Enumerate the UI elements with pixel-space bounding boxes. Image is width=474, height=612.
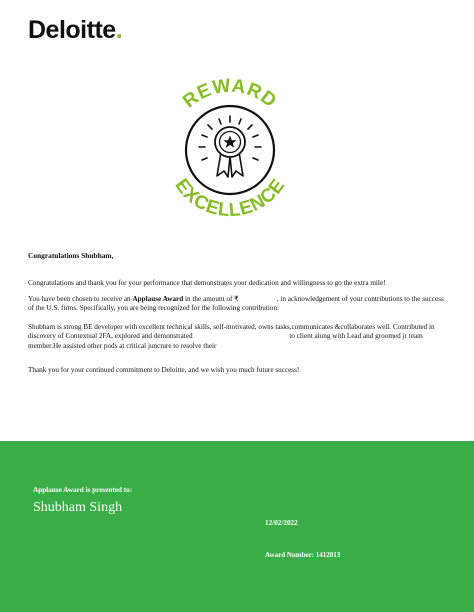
svg-text:EXCELLENCE — [171, 175, 290, 221]
recipient-name: Shubham Singh — [33, 500, 123, 515]
badge-bottom-text: EXCELLENCE — [170, 175, 290, 222]
award-paragraph-intro: You have been chosen to receive an — [28, 295, 133, 303]
contribution-paragraph — [28, 323, 448, 351]
greeting: Congratulations Shubham, — [28, 251, 114, 260]
logo-text: Deloitte — [28, 16, 116, 44]
contribution-text-a: Shubham is strong BE developer with excellent technical skills, self-motivated, owns tasks,communicates &collaborates well. Contributed in discovery of Contextual 2FA, explored and demonstrated — [28, 323, 435, 341]
deloitte-logo — [28, 18, 122, 43]
thanks-paragraph: Congratulations and thank you for your performance that demonstrates your dedication and willingness to go the extra mile! — [28, 279, 386, 287]
award-footer-panel — [0, 441, 474, 612]
closing-paragraph: Thank you for your continued commitment to Deloitte, and we wish you much future success! — [28, 366, 300, 374]
badge-top-text: REWARD — [179, 75, 281, 113]
award-number: Award Number: 1412013 — [265, 551, 341, 559]
award-amount-label: in the amount of ₹ — [183, 295, 239, 303]
award-date: 12/02/2022 — [265, 519, 298, 527]
presented-to-label: Applause Award is presented to: — [33, 486, 133, 494]
contribution-text-b: to client along with Lead and groomed jr team member.He assisted other pods at critical juncture to resolve their — [28, 332, 423, 350]
reward-excellence-badge — [160, 72, 300, 222]
logo-dot: . — [115, 16, 123, 44]
award-paragraph-rest: , in acknowledgement of your contributions to the success of the U.S. firms. Specifically, you are being recognized for the following contribution: — [28, 295, 444, 313]
award-paragraph — [28, 295, 448, 314]
award-name: Applause Award — [132, 295, 184, 303]
award-medal-icon — [215, 127, 245, 177]
